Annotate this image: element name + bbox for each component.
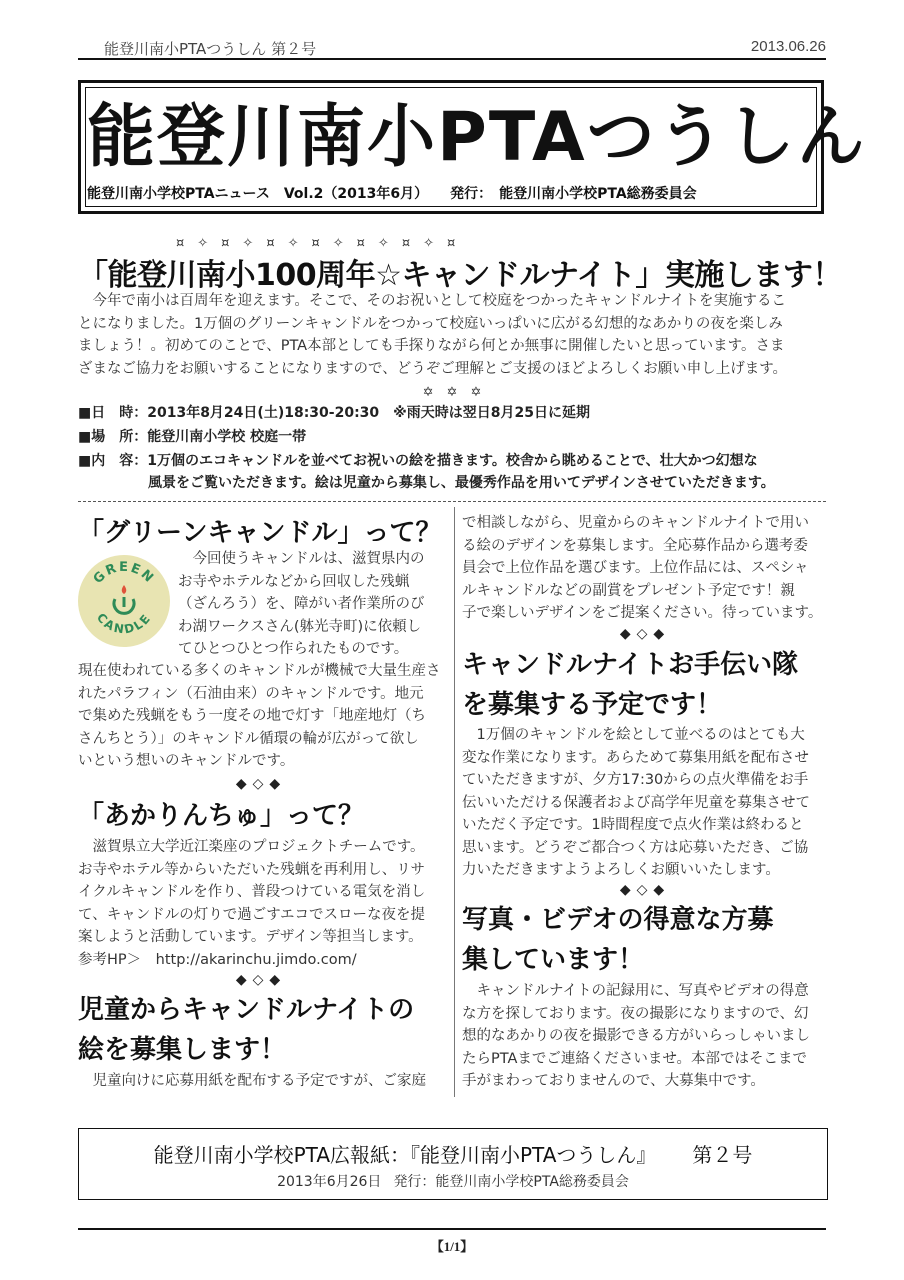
drawing-title: [78, 990, 448, 1070]
drawing-title-line: 児童からキャンドルナイトの: [78, 995, 415, 1025]
text-line: いただく予定です。1時間程度で点火作業は終わると: [462, 817, 804, 833]
text-line: てひとつひとつ作られたものです。: [178, 641, 409, 657]
akarinchu-body: [78, 836, 444, 971]
text-line: わ湖ワークスさん(躰光寺町)に依頼し: [178, 618, 422, 635]
diamond-divider: ◆◇◆: [619, 626, 671, 642]
footer-title: [79, 1139, 827, 1168]
text-line: お寺やホテル等からいただいた残蝋を再利用し、リサ: [78, 861, 425, 878]
text-line: いという想いのキャンドルです。: [78, 753, 295, 769]
text-line: キャンドルナイトの記録用に、写真やビデオの得意: [462, 983, 809, 999]
bottom-rule: [78, 1228, 826, 1230]
info-place: ■場 所：能登川南小学校 校庭一帯: [78, 429, 307, 445]
column-divider: [454, 507, 455, 1097]
svg-text:CANDLE: CANDLE: [93, 610, 155, 637]
green-candle-logo-graphic: [78, 555, 170, 647]
info-datetime: ■日 時：2013年8月24日(土)18:30-20:30 ※雨天時は翌日8月25日に延期: [78, 405, 590, 421]
helpers-title-line: を募集する予定です！: [462, 690, 723, 720]
drawing-title-line: 絵を募集します！: [78, 1035, 287, 1065]
footer-meta: [79, 1171, 827, 1191]
text-line: て、キャンドルの灯りで過ごすエコでスローな夜を提: [78, 906, 425, 923]
masthead-subtitle-left: 能登川南小学校PTAニュース Vol.2（2013年6月）: [87, 186, 429, 202]
footer-issue: 第２号: [692, 1143, 753, 1167]
text-line: 滋賀県立大学近江楽座のプロジェクトチームです。: [78, 839, 425, 855]
green-candle-logo: [78, 555, 170, 647]
text-line: たらPTAまでご連絡くださいませ。本部ではそこまで: [462, 1050, 807, 1067]
text-line: 思います。どうぞご都合つく方は応募いただき、ご協: [462, 839, 809, 856]
photo-title: [462, 900, 832, 980]
footer-paper-name: 能登川南小学校PTA広報紙：『能登川南小PTAつうしん』: [153, 1143, 657, 1167]
page-number: 【1/1】: [430, 1239, 474, 1254]
text-line: ていただきますが、夕方17:30からの点火準備をお手: [462, 772, 809, 788]
diamond-divider: ◆◇◆: [619, 882, 671, 898]
footer-publisher: 発行：能登川南小学校PTA総務委員会: [393, 1174, 629, 1190]
helpers-body: [462, 724, 828, 882]
ornament-row: ¤ ✧ ¤ ✧ ¤ ✧ ¤ ✧ ¤ ✧ ¤ ✧ ¤: [176, 236, 456, 251]
headline-title: 「能登川南小100周年☆キャンドルナイト」実施します！: [78, 258, 842, 293]
svg-text:GREEN: GREEN: [90, 559, 158, 587]
masthead: [78, 80, 867, 214]
info-content-cont: 風景をご覧いただきます。絵は児童から募集し、最優秀作品を用いてデザインさせていただきます。: [78, 475, 775, 491]
footer-box: [78, 1128, 828, 1200]
akarinchu-title: 「あかりんちゅ」って？: [78, 801, 365, 831]
text-line: （ざんろう）を、障がい者作業所のび: [178, 596, 425, 612]
text-line: さんちとう）」のキャンドル循環の輪が広がって欲し: [78, 730, 419, 747]
text-line: る絵のデザインを募集します。全応募作品から選考委: [462, 537, 808, 554]
green-candle-wrapped: [178, 548, 440, 661]
drawing-body-right: [462, 512, 828, 625]
footer-date: 2013年6月26日: [277, 1174, 382, 1190]
green-candle-title: 「グリーンキャンドル」って？: [78, 518, 442, 548]
text-line: 手がまわっておりませんので、大募集中です。: [462, 1073, 765, 1089]
text-line: イクルキャンドルを作り、普段つけている電気を消し: [78, 884, 426, 900]
text-line: 案しようと活動しています。デザイン等担当します。: [78, 929, 423, 945]
photo-body: [462, 980, 828, 1093]
text-line: で相談しながら、児童からのキャンドルナイトで用い: [462, 515, 809, 531]
running-title: 能登川南小PTAつうしん 第２号: [104, 40, 317, 58]
text-line: 員会で上位作品を選びます。上位作品には、スペシャ: [462, 560, 809, 576]
headline-body: [78, 290, 826, 380]
text-line: 想的なあかりの夜を撮影できる方がいらっしゃいまし: [462, 1028, 810, 1044]
headline-line: ましょう！。初めてのことで、PTA本部としても手探りながら何とか無事に開催したいと思っています。さま: [78, 338, 785, 354]
text-line: ルキャンドルなどの副賞をプレゼント予定です！親: [462, 582, 795, 599]
diamond-divider: ◆◇◆: [235, 972, 287, 988]
drawing-body-left: 児童向けに応募用紙を配布する予定ですが、ご家庭: [78, 1073, 426, 1089]
dashed-divider: [78, 501, 826, 502]
helpers-title-line: キャンドルナイトお手伝い隊: [462, 650, 799, 680]
text-line: 変な作業になります。あらためて募集用紙を配布させ: [462, 749, 809, 766]
masthead-subtitle: [87, 183, 807, 203]
green-candle-body: [78, 660, 444, 773]
text-line: な方を探しております。夜の撮影になりますので、幻: [462, 1005, 809, 1022]
text-line: 伝いいただける保護者および高学年児童を募集させて: [462, 794, 810, 811]
text-line: れたパラフィン（石油由来）のキャンドルです。地元: [78, 685, 424, 702]
text-line: 今回使うキャンドルは、滋賀県内の: [178, 551, 425, 567]
running-date: 2013.06.26: [750, 38, 826, 55]
headline-line: 今年で南小は百周年を迎えます。そこで、そのお祝いとして校庭をつかったキャンドルナイトを実施するこ: [78, 293, 787, 309]
photo-title-line: 集しています！: [462, 945, 645, 975]
masthead-subtitle-right: 発行： 能登川南小学校PTA総務委員会: [450, 186, 697, 202]
star-divider: ✡ ✡ ✡: [422, 385, 482, 400]
diamond-divider: ◆◇◆: [235, 776, 287, 792]
helpers-title: [462, 645, 832, 725]
headline-line: ざまなご協力をお願いすることになりますので、どうぞご理解とご支援のほどよろしくお願い申し上げます。: [78, 360, 788, 377]
text-line: 力いただきますようよろしくお願いいたします。: [462, 862, 780, 878]
top-rule: [78, 58, 826, 60]
info-content: ■内 容：1万個のエコキャンドルを並べてお祝いの絵を描きます。校舎から眺めることで、壮大かつ幻想な: [78, 453, 758, 469]
text-line: 1万個のキャンドルを絵として並べるのはとても大: [462, 727, 805, 743]
text-line: 子で楽しいデザインをご提案ください。待っています。: [462, 605, 823, 621]
photo-title-line: 写真・ビデオの得意な方募: [462, 905, 774, 935]
text-line: で集めた残蝋をもう一度その地で灯す「地産地灯（ち: [78, 708, 426, 724]
akarinchu-link[interactable]: 参考HP＞ http://akarinchu.jimdo.com/: [78, 951, 357, 968]
text-line: 現在使われている多くのキャンドルが機械で大量生産さ: [78, 663, 441, 679]
text-line: お寺やホテルなどから回収した残蝋: [178, 573, 410, 590]
masthead-title: 能登川南小PTAつうしん: [87, 98, 867, 177]
headline-line: とになりました。1万個のグリーンキャンドルをつかって校庭いっぱいに広がる幻想的なあかりの夜を楽しみ: [78, 315, 783, 332]
